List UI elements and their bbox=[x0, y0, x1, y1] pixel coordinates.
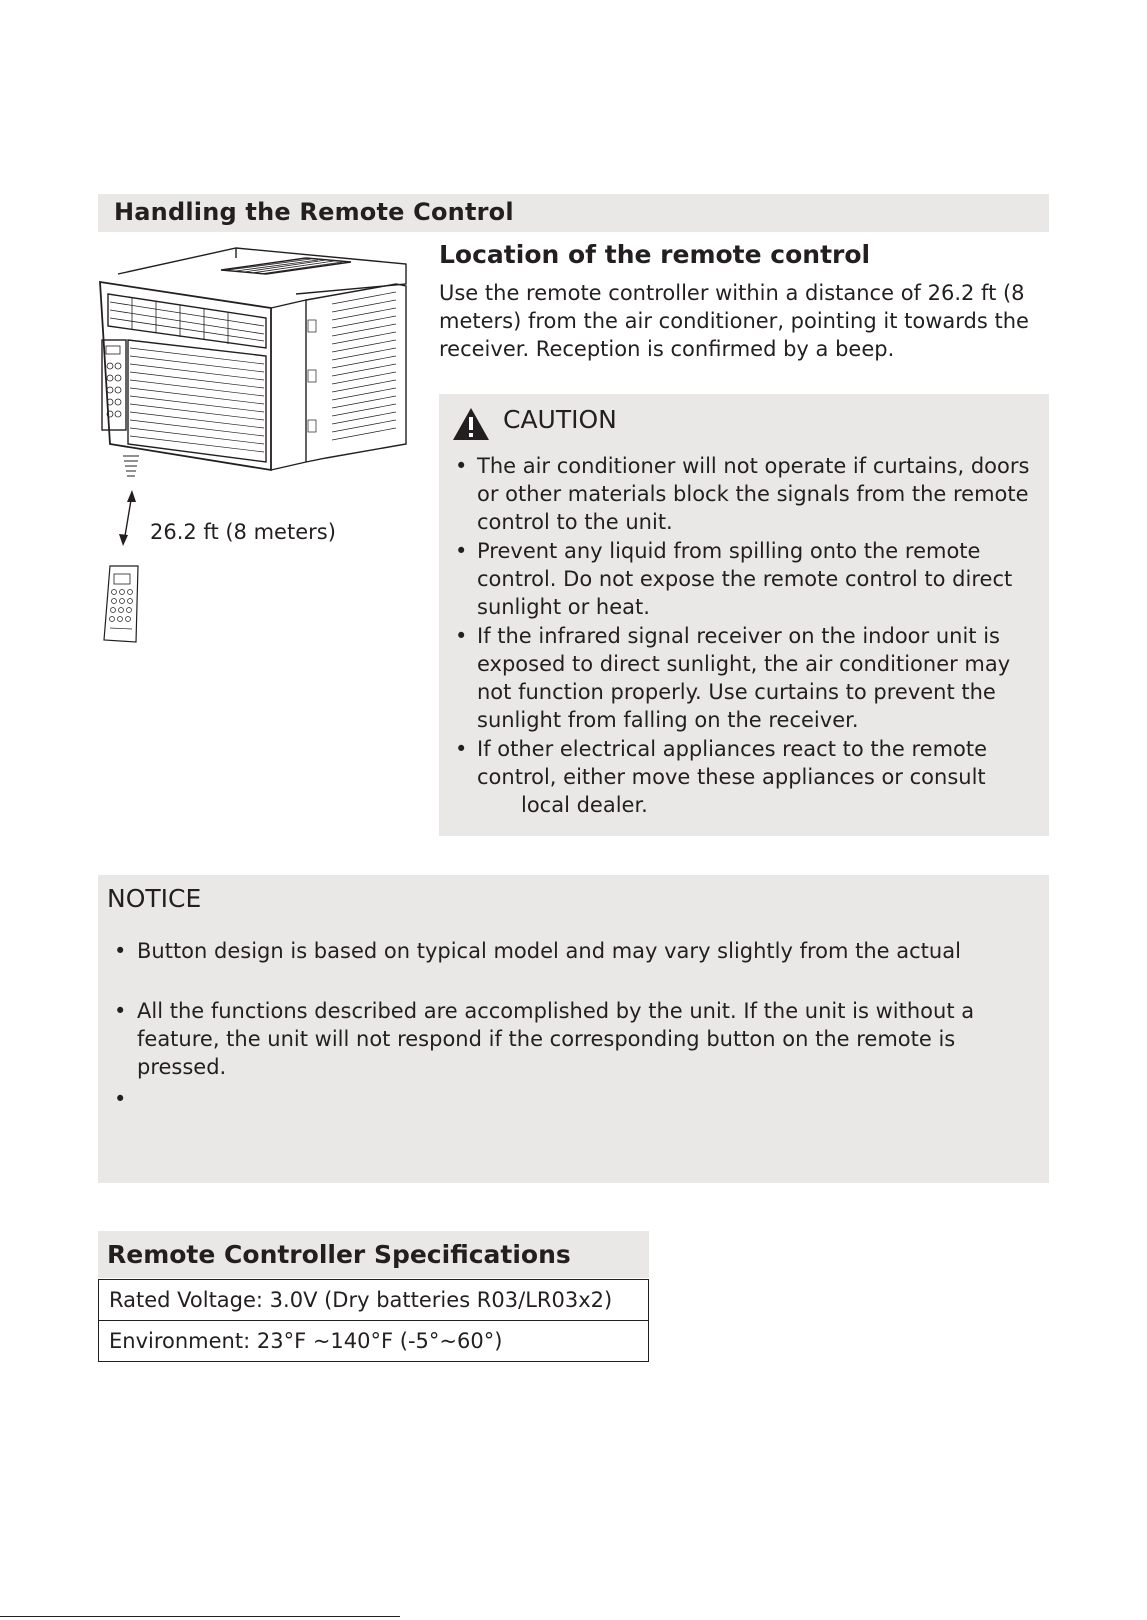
caution-item bbox=[451, 735, 1041, 819]
notice-box bbox=[98, 875, 1049, 1183]
section-title: Handling the Remote Control bbox=[114, 198, 514, 226]
spec-cell: Rated Voltage: 3.0V (Dry batteries R03/LR03x2) bbox=[99, 1280, 649, 1321]
spec-cell: Environment: 23°F ~140°F (-5°~60°) bbox=[99, 1321, 649, 1362]
table-row bbox=[99, 1321, 649, 1362]
location-title: Location of the remote control bbox=[439, 240, 871, 269]
caution-title: CAUTION bbox=[503, 405, 617, 434]
caution-item: • The air conditioner will not operate if curtains, doors or other materials block the signals from the remote control to the unit. bbox=[451, 452, 1041, 536]
caution-item-text: If other electrical appliances react to the remote control, either move these appliances or consult bbox=[477, 737, 988, 789]
caution-box bbox=[439, 394, 1049, 836]
caution-item: • Prevent any liquid from spilling onto the remote control. Do not expose the remote control to direct sunlight or heat. bbox=[451, 537, 1041, 621]
table-row bbox=[99, 1280, 649, 1321]
notice-item: • Button design is based on typical model and may vary slightly from the actual bbox=[112, 937, 1032, 965]
caution-list bbox=[451, 452, 1041, 820]
footer-rule bbox=[0, 1616, 400, 1617]
notice-title: NOTICE bbox=[107, 884, 202, 913]
caution-item: • If the infrared signal receiver on the indoor unit is exposed to direct sunlight, the air conditioner may not function properly. Use curtains to prevent the sunlight from falling on the receiver. bbox=[451, 622, 1041, 734]
location-body: Use the remote controller within a distance of 26.2 ft (8 meters) from the air conditioner, pointing it towards the receiver. Reception is confirmed by a beep. bbox=[439, 281, 1029, 361]
specs-header bbox=[98, 1231, 649, 1278]
warning-triangle-icon bbox=[451, 406, 491, 442]
distance-label: 26.2 ft (8 meters) bbox=[150, 520, 336, 544]
air-conditioner-illustration bbox=[96, 244, 431, 644]
section-header-handling bbox=[98, 194, 1049, 232]
notice-item bbox=[112, 1085, 1032, 1113]
notice-list bbox=[112, 937, 1032, 1113]
specs-table bbox=[98, 1279, 649, 1362]
caution-item-tail: local dealer. bbox=[521, 793, 648, 817]
specs-title: Remote Controller Specifications bbox=[107, 1240, 571, 1269]
notice-item: • All the functions described are accomplished by the unit. If the unit is without a feature, the unit will not respond if the corresponding button on the remote is pressed. bbox=[112, 997, 1032, 1081]
